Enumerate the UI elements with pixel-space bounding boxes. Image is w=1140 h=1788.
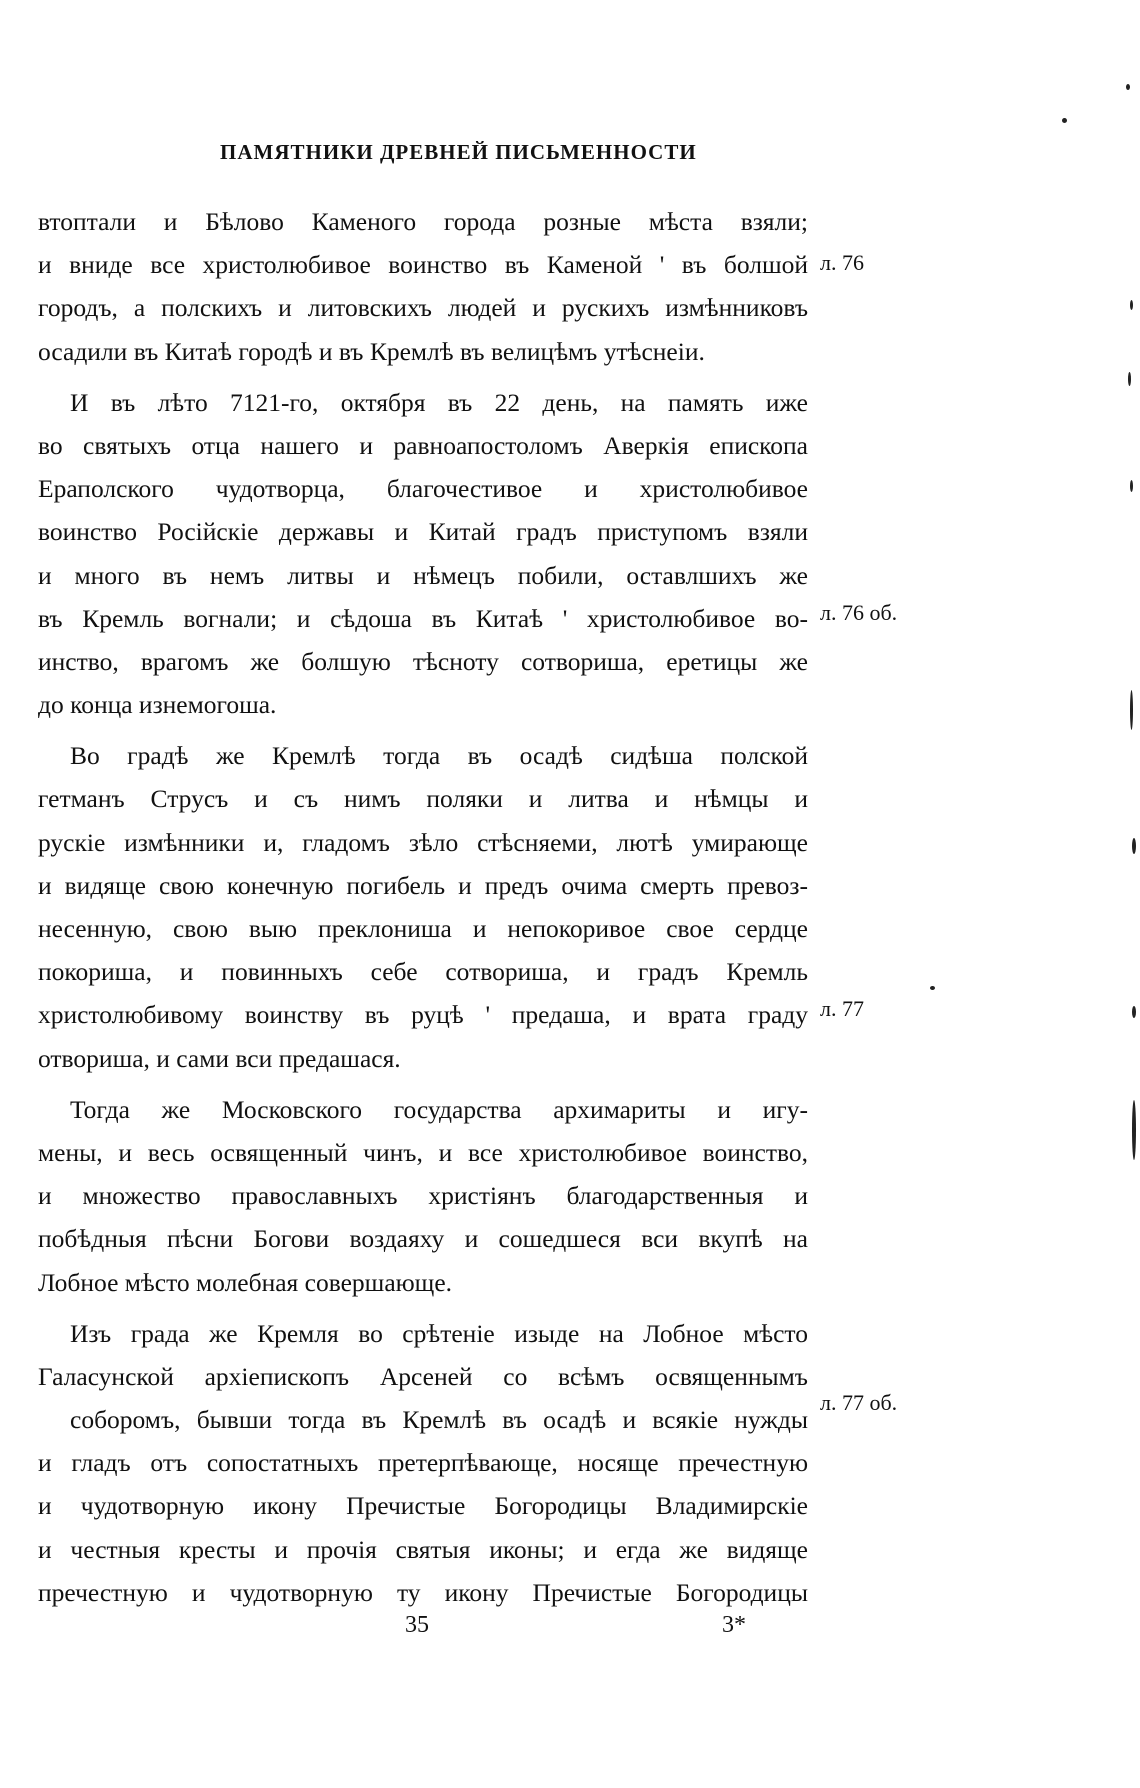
text-line: христолюбивому воинству въ руцѣ ' предаша, и врата граду [38,1000,808,1030]
running-header: ПАМЯТНИКИ ДРЕВНЕЙ ПИСЬМЕННОСТИ [220,140,697,164]
page-number: 35 [405,1612,429,1638]
text-line: Галасунской архіепископъ Арсеней со всѣмъ освященнымъ [38,1361,808,1391]
text-line: во святыхъ отца нашего и равноапостоломъ Аверкія епископа [38,430,808,460]
text-line: и чудотворную икону Пречистые Богородицы Владимирскіе [38,1491,808,1521]
text-line: и гладъ отъ сопостатныхъ претерпѣвающе, носяще пречестную [38,1448,808,1478]
margin-note: л. 76 об. [820,600,898,625]
text-line: И въ лѣто 7121-го, октября въ 22 день, на память иже [70,387,808,417]
scan-speck [1130,690,1133,730]
text-line: рускіе измѣнники и, гладомъ зѣло стѣсняеми, лютѣ умирающе [38,827,808,857]
text-line: Во градѣ же Кремлѣ тогда въ осадѣ сидѣша полской [70,741,808,771]
text-line: Изъ града же Кремля во срѣтеніе изыде на Лобное мѣсто [70,1318,808,1348]
text-line: втоптали и Бѣлово Каменого города розные мѣста взяли; [38,207,808,236]
text-line: осадили въ Китаѣ городѣ и въ Кремлѣ въ велицѣмъ утѣснеіи. [38,336,705,366]
text-line: Ераполского чудотворца, благочестивое и христолюбивое [38,474,808,504]
text-line: пречестную и чудотворную ту икону Пречистые Богородицы [38,1577,808,1607]
scan-speck [1130,480,1133,492]
text-line: и честныя кресты и прочія святыя иконы; и егда же видяще [38,1534,808,1564]
text-line: мены, и весь освященный чинъ, и все христолюбивое воинство, [38,1137,808,1167]
text-line: побѣдныя пѣсни Богови воздаяху и сошедшеся вси вкупѣ на [38,1224,808,1254]
signature-mark: 3* [722,1612,746,1638]
text-line: Лобное мѣсто молебная совершающе. [38,1267,453,1297]
text-line: несенную, свою выю преклониша и непокоривое свое сердце [38,914,808,943]
margin-note: л. 77 [820,996,864,1021]
text-line: и вниде все христолюбивое воинство въ Каменой ' въ болшой [38,250,808,280]
scan-speck [1062,118,1067,123]
margin-note: л. 77 об. [820,1390,898,1415]
text-line: и видяще свою конечную погибель и предъ очима смерть превоз- [38,870,808,900]
margin-note: л. 76 [820,250,864,275]
text-line: Тогда же Московского государства архимариты и игу- [70,1094,808,1124]
text-line: отвориша, и сами вси предашася. [38,1043,401,1073]
scan-speck [1126,84,1130,90]
text-line: воинство Російскіе державы и Китай градъ приступомъ взяли [38,517,808,547]
text-line: въ Кремль вогнали; и сѣдоша въ Китаѣ ' христолюбивое во- [38,603,808,633]
scan-speck [1132,1100,1136,1160]
scan-speck [1132,838,1136,854]
text-body [38,200,808,1614]
text-line: гетманъ Струсъ и съ нимъ поляки и литва и нѣмцы и [38,784,808,814]
text-line: инство, врагомъ же болшую тѣсноту сотвориша, еретицы же [38,646,808,676]
text-line: городъ, а полскихъ и литовскихъ людей и рускихъ измѣнниковъ [38,293,808,323]
scan-speck [1132,1006,1136,1018]
text-line: и множество православныхъ христіянъ благодарственныя и [38,1181,808,1211]
scan-speck [930,986,935,990]
text-line: до конца изнемогоша. [38,690,277,720]
text-line: соборомъ, бывши тогда въ Кремлѣ въ осадѣ и всякіе нужды [70,1405,808,1435]
scan-speck [1128,372,1131,386]
scan-speck [1130,300,1133,310]
text-line: и много въ немъ литвы и нѣмецъ побили, оставлшихъ же [38,560,808,590]
text-line: покориша, и повинныхъ себе сотвориша, и градъ Кремль [38,957,808,987]
